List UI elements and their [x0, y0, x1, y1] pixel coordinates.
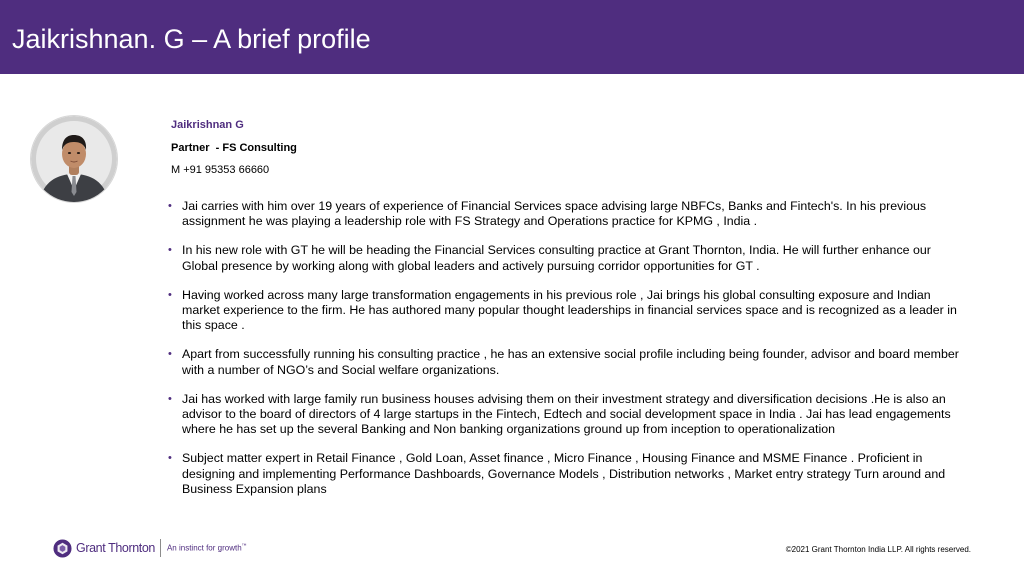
bullet-text: Jai has worked with large family run business houses advising them on their investment strategy and diversification decisions .He is also an advisor to the board of directors of 4 large startups in the Fintech, Edtech and social development space in India . Jai has lead engagements where he has set up the several Banking and Non banking organizations ground up from inception to operationalization	[182, 391, 951, 437]
bullet-item	[167, 347, 967, 377]
bullet-icon: •	[168, 392, 172, 405]
brand-name: Grant Thornton	[76, 541, 155, 555]
page-title: Jaikrishnan. G – A brief profile	[12, 24, 371, 54]
bullet-text: Jai carries with him over 19 years of experience of Financial Services space advising large NBFCs, Banks and Fintech's. In his previous assignment he was playing a leadership role with FS Strategy and Operations practice for KPMG , India .	[182, 199, 927, 229]
bullet-text: Apart from successfully running his consulting practice , he has an extensive social profile including being founder, advisor and board member with a number of NGO’s and Social welfare organizations.	[182, 347, 959, 377]
bullet-text: In his new role with GT he will be heading the Financial Services consulting practice at Grant Thornton, India. He will further enhance our Global presence by working along with global leaders and actively pursuing corridor opportunities for GT .	[182, 243, 931, 273]
profile-role: Partner - FS Consulting	[171, 142, 297, 154]
bullet-icon: •	[168, 200, 172, 212]
copyright-notice: ©2021 Grant Thornton India LLP. All rights reserved.	[785, 545, 971, 554]
bullet-text: Subject matter expert in Retail Finance , Gold Loan, Asset finance , Micro Finance , Housing Finance and MSME Finance . Proficient in designing and implementing Performance Dashboards, Governance Models , Distribution networks , Market entry strategy Turn around and Business Expansion plans	[182, 451, 946, 496]
logo-divider	[160, 539, 161, 557]
brand-tagline: An instinct for growth™	[166, 543, 247, 553]
grant-thornton-logo	[53, 537, 247, 559]
bullet-icon: •	[168, 244, 172, 257]
bullet-item	[167, 451, 967, 497]
bullet-icon: •	[168, 452, 172, 465]
bullet-item	[167, 243, 967, 273]
bullet-item	[167, 392, 967, 438]
bullet-item	[167, 199, 967, 229]
profile-phone: M +91 95353 66660	[171, 164, 270, 176]
bullet-item	[167, 288, 967, 334]
bullet-text: Having worked across many large transformation engagements in his previous role , Jai brings his global consulting exposure and Indian market experience to the firm. He has authored many popular thought leaderships in financial services space and is recognized as a leader in this space .	[182, 287, 957, 333]
title-banner	[0, 0, 1024, 74]
profile-bullet-list	[167, 199, 967, 511]
profile-name: Jaikrishnan G	[171, 119, 244, 131]
bullet-icon: •	[168, 348, 172, 361]
grant-thornton-mark-icon	[53, 539, 72, 558]
bullet-icon: •	[168, 288, 172, 301]
profile-photo	[31, 116, 117, 202]
portrait-image	[31, 116, 117, 202]
